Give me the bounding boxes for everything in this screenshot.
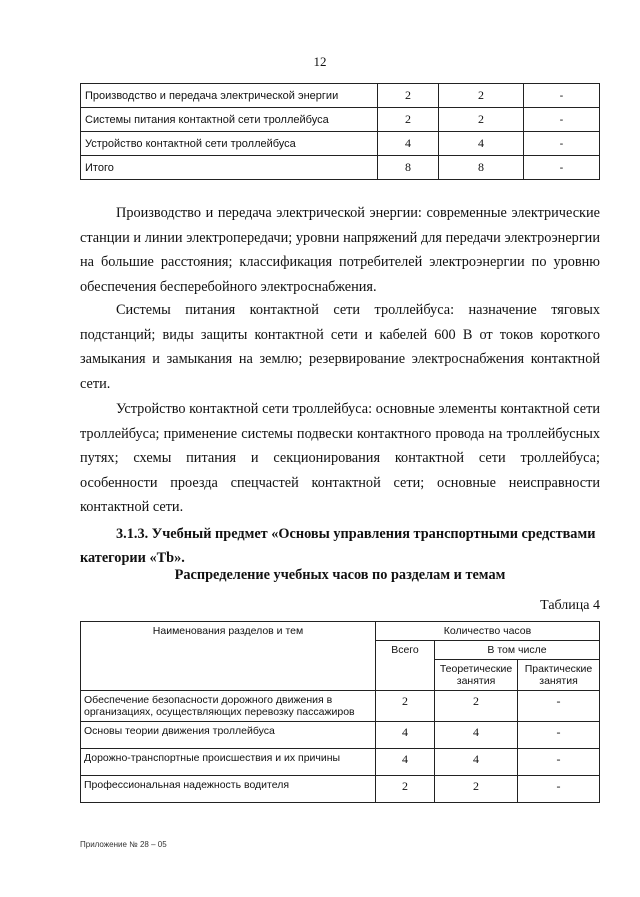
row-theory: 2 — [439, 84, 524, 108]
row-theory: 8 — [439, 156, 524, 180]
table-row — [81, 776, 600, 803]
row-name: Обеспечение безопасности дорожного движения в организациях, осуществляющих перевозку пассажиров — [81, 691, 376, 722]
row-total: 8 — [378, 156, 439, 180]
table-row — [81, 84, 600, 108]
header-practice: Практические занятия — [518, 660, 600, 691]
row-theory: 2 — [439, 108, 524, 132]
hours-distribution-table — [80, 621, 600, 803]
row-total: 2 — [376, 776, 435, 803]
paragraph-contact-network: Устройство контактной сети троллейбуса: основные элементы контактной сети троллейбуса; применение системы подвески контактного провода на троллейбусных путях; схемы питания и секционирования контактной сети троллейбуса; особенности проезда спецчастей контактной сети; основные неисправности контактной сети. — [80, 401, 600, 515]
section-heading: 3.1.3. Учебный предмет «Основы управления транспортными средствами категории «Tb». — [80, 526, 596, 566]
header-hours: Количество часов — [376, 622, 600, 641]
row-total: 2 — [378, 84, 439, 108]
row-name: Итого — [81, 156, 378, 180]
row-practice: - — [524, 156, 600, 180]
row-name: Профессиональная надежность водителя — [81, 776, 376, 803]
row-total: 4 — [378, 132, 439, 156]
footer-note: Приложение № 28 – 05 — [80, 840, 167, 849]
row-theory: 2 — [435, 776, 518, 803]
table-row — [81, 156, 600, 180]
header-including: В том числе — [435, 641, 600, 660]
row-practice: - — [518, 776, 600, 803]
row-practice: - — [524, 108, 600, 132]
row-total: 4 — [376, 749, 435, 776]
row-total: 2 — [376, 691, 435, 722]
row-practice: - — [524, 132, 600, 156]
row-practice: - — [518, 691, 600, 722]
page-number: 12 — [313, 54, 327, 69]
row-theory: 4 — [435, 722, 518, 749]
row-practice: - — [524, 84, 600, 108]
table-row — [81, 108, 600, 132]
header-theory: Теоретические занятия — [435, 660, 518, 691]
row-name: Дорожно-транспортные происшествия и их причины — [81, 749, 376, 776]
table-row — [81, 691, 600, 722]
table-title: Распределение учебных часов по разделам и темам — [174, 567, 506, 583]
row-theory: 4 — [439, 132, 524, 156]
paragraph-power-systems: Системы питания контактной сети троллейбуса: назначение тяговых подстанций; виды защиты контактной сети и кабелей 600 В от токов короткого замыкания и замыкания на землю; резервирование электроснабжения контактной сети. — [80, 302, 600, 392]
row-name: Производство и передача электрической энергии — [81, 84, 378, 108]
row-name: Устройство контактной сети троллейбуса — [81, 132, 378, 156]
row-practice: - — [518, 749, 600, 776]
table-row — [81, 722, 600, 749]
row-theory: 4 — [435, 749, 518, 776]
table-label: Таблица 4 — [540, 598, 600, 613]
paragraph-energy: Производство и передача электрической энергии: современные электрические станции и линии электропередачи; уровни напряжений для передачи электроэнергии на большие расстояния; классификация потребителей электроэнергии по уровню обеспечения бесперебойного электроснабжения. — [80, 205, 600, 295]
row-theory: 2 — [435, 691, 518, 722]
header-name: Наименования разделов и тем — [81, 622, 376, 691]
row-practice: - — [518, 722, 600, 749]
table-row — [81, 132, 600, 156]
table-row — [81, 749, 600, 776]
row-total: 4 — [376, 722, 435, 749]
row-name: Основы теории движения троллейбуса — [81, 722, 376, 749]
hours-summary-table — [80, 83, 600, 180]
row-total: 2 — [378, 108, 439, 132]
header-total: Всего — [376, 641, 435, 691]
row-name: Системы питания контактной сети троллейбуса — [81, 108, 378, 132]
